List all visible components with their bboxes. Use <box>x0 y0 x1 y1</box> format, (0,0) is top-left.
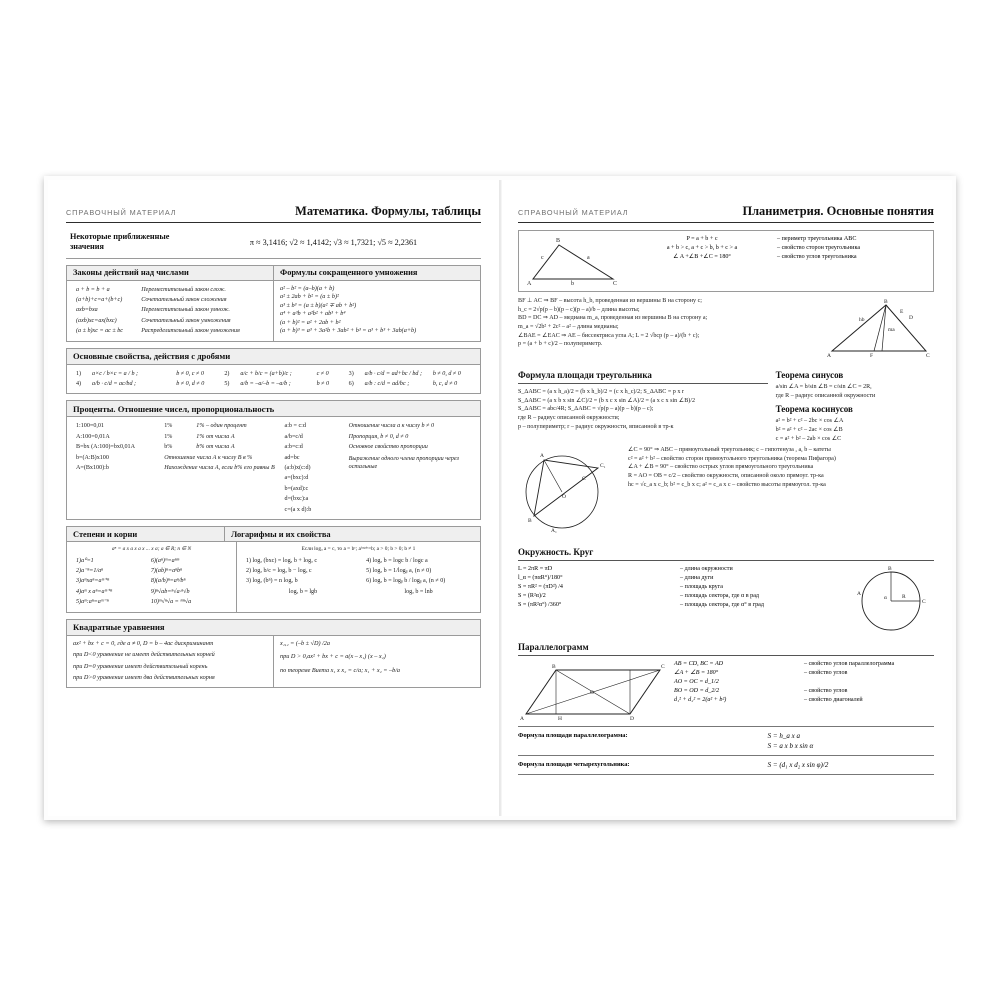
quadratic-line: при D=0 уравнение имеет действительный корень <box>73 662 208 670</box>
fractions-block <box>66 348 481 395</box>
quadratic-left <box>67 636 273 687</box>
fraction-formula: a/b · c/d = ac/bd ; <box>92 380 137 387</box>
left-header-label: СПРАВОЧНЫЙ МАТЕРИАЛ <box>66 208 177 217</box>
log-rule: logₐ b = lgb <box>288 588 318 595</box>
logs-body <box>236 542 480 612</box>
fraction-index: 5) <box>224 380 230 387</box>
proportion-note: Пропорция, b ≠ 0, d ≠ 0 <box>348 433 409 440</box>
svg-text:ma: ma <box>888 327 895 333</box>
svg-text:C: C <box>582 476 586 483</box>
law-of-sines-line: где R – радиус описанной окружности <box>775 392 876 399</box>
circle-note: – длина дуги <box>680 575 714 582</box>
svg-text:a: a <box>587 255 590 261</box>
powers-definition: aⁿ = a x a x a x ... x a; a ∈ R; n ∈ N <box>111 546 192 552</box>
circle-heading: Окружность. Круг <box>518 547 594 558</box>
percent-note: 1% – один процент <box>196 423 247 430</box>
percents-block <box>66 400 481 520</box>
percent-note: b% от числа А <box>196 444 235 451</box>
law-formula: a + b = b + a <box>76 286 110 293</box>
power-rule: 4)aᵐ x aⁿ=aᵐ⁺ⁿ <box>76 588 113 595</box>
svg-text:C: C <box>922 599 926 606</box>
law-text: Переместительный закон слож. <box>141 286 226 293</box>
right-triangle-circle-figure <box>518 446 622 540</box>
triangle-area-line: S_ΔABC = (a x b x sin ∠C)/2 = (b x c x sin ∠A)/2 = (a x c x sin ∠B)/2 <box>518 397 696 404</box>
right-triangle-line: ∠A + ∠B = 90° – свойство острых углов прямоугольного треугольника <box>628 464 814 471</box>
height-line: BD = DC ⇒ AD – медиана m_a, проведенная из вершины B на сторону a; <box>518 315 708 322</box>
fraction-index: 4) <box>76 380 82 387</box>
svg-text:C₁: C₁ <box>600 463 606 470</box>
quadratic-factor-formula: при D > 0,ax² + bx + c = a(x – x₁) (x – x₂) <box>280 653 386 661</box>
parallelogram-note: – свойство углов <box>804 670 848 677</box>
angle-sum-note: – свойство углов треугольника <box>777 253 857 260</box>
fraction-condition: b ≠ 0, c ≠ 0 <box>176 370 204 377</box>
svg-text:c: c <box>541 255 544 261</box>
law-of-cosines-heading: Теорема косинусов <box>775 404 853 415</box>
proportion-formula: a/b=c/d <box>284 433 303 440</box>
svg-text:α: α <box>884 595 887 602</box>
heights-medians-text <box>518 297 820 349</box>
triangle-area-line: где R – радиус описанной окружности; <box>518 414 620 421</box>
proportion-formula: b=(axd):c <box>284 485 309 492</box>
log-rule: 4) logₐ b = logс b / logс a <box>366 557 428 564</box>
parallelogram-note: – свойство диагоналей <box>804 696 863 703</box>
parallelogram-formula: ∠A + ∠B = 180° <box>674 670 719 677</box>
quadratic-line: при D<0 уравнение не имеет действительных корней <box>73 651 215 659</box>
circle-formula: S = (R²α)/2 <box>518 592 546 599</box>
svg-text:A: A <box>527 281 532 287</box>
percent-note: 1% от числа А <box>196 433 235 440</box>
proportion-formula: a:b=c:d <box>284 444 303 451</box>
approx-values-block <box>66 230 481 259</box>
proportion-formula: (a:b)x(c:d) <box>284 464 311 471</box>
proportion-formula: a:b = c:d <box>284 423 306 430</box>
law-of-sines-line: a/sin ∠A = b/sin ∠B = c/sin ∠C = 2R, <box>775 384 872 390</box>
circle-formula: S = (πR²α°) /360° <box>518 601 562 608</box>
side-inequality-note: – свойство сторон треугольника <box>777 244 861 251</box>
parallelogram-figure <box>518 660 668 722</box>
laws-caption: Законы действий над числами <box>67 266 273 281</box>
svg-text:B: B <box>884 299 888 305</box>
proportion-formula: a=(bxc):d <box>284 475 309 482</box>
fraction-index: 1) <box>76 370 82 377</box>
power-rule: 10)ᵐ√ⁿ√a = ᵐⁿ√a <box>150 599 192 606</box>
triangle-area-heading: Формула площади треугольника <box>518 370 652 380</box>
fraction-condition: b ≠ 0, d ≠ 0 <box>432 370 461 377</box>
perimeter-note: – периметр треугольника ABC <box>777 236 857 242</box>
fraction-condition: b ≠ 0 <box>316 380 330 387</box>
angle-sum-formula: ∠ A +∠B +∠C = 180° <box>673 253 731 260</box>
triangle-area-line: p – полупериметр; r – радиус окружности, вписанной в тр-к <box>518 423 674 430</box>
svg-text:H: H <box>558 716 562 723</box>
book-spread <box>48 180 952 816</box>
laws-and-abbrev-block <box>66 265 481 342</box>
svg-text:hb: hb <box>859 317 865 323</box>
right-triangle-line: c² = a² + b² – свойство сторон прямоугольного треугольника (теорема Пифагора) <box>628 455 836 462</box>
law-text: Переместительный закон умнож. <box>141 307 230 314</box>
circle-sector-figure <box>848 565 934 635</box>
power-rule: 5)aᵐ:aⁿ=aᵐ⁻ⁿ <box>76 599 109 606</box>
parallelogram-area-formula-2: S = a x b x sin α <box>767 742 814 751</box>
svg-text:E: E <box>900 309 904 315</box>
parallelogram-formula: BO = OD = d_2/2 <box>674 687 720 694</box>
height-line: h_c = 2√p(p – b)(p – c)(p – a)/b – длина высоты; <box>518 306 640 313</box>
percent-mid: 1% <box>164 433 173 440</box>
fraction-index: 2) <box>224 370 230 377</box>
abbrev-line: a² – b² = (a–b)(a + b) <box>280 284 335 292</box>
law-of-cosines-line: c = a² + b² – 2ab × cos ∠C <box>775 435 842 442</box>
circle-formula: l_α = (παR°)/180° <box>518 575 563 582</box>
fraction-formula: a/b = –a/–b = –a/b ; <box>240 380 291 387</box>
fraction-formula: a/b · c/d = ad+bc / bd ; <box>364 370 422 377</box>
parallelogram-note <box>804 678 934 687</box>
right-page <box>500 180 952 816</box>
law-text: Сочетательный закон сложения <box>141 296 227 303</box>
percents-caption: Проценты. Отношение чисел, пропорциональность <box>67 401 480 417</box>
proportion-note: Отношение числа а к числу b ≠ 0 <box>348 423 434 430</box>
percent-formula: B=bx (A:100)=bx0,01A <box>76 444 136 451</box>
side-inequality-formula: a + b > c, a + c > b, b + c > a <box>666 244 738 251</box>
power-rule: 7)(ab)ⁿ=aⁿbⁿ <box>150 567 183 574</box>
logs-definition: Если logₐ a = c, то a = bᶜ; aˡᵒᵍᵃᵇ=b; a > 0; b > 0; b ≠ 1 <box>301 546 416 552</box>
law-formula: (a+b)+c=a+(b+c) <box>76 296 123 303</box>
law-text: Сочетательный закон умножения <box>141 317 231 324</box>
right-triangle-line: hc = √c_a x c_b; b² = c_b x c; a² = c_a x c – свойство высоты прямоугол. тр-ка <box>628 481 826 488</box>
right-page-header <box>518 204 934 223</box>
fraction-condition: b ≠ 0, d ≠ 0 <box>176 380 205 387</box>
approx-values-text: π ≈ 3,1416; √2 ≈ 1,4142; √3 ≈ 1,7321; √5 ≈ 2,2361 <box>249 237 418 247</box>
percent-mid: 1% <box>164 423 173 430</box>
right-header-label: СПРАВОЧНЫЙ МАТЕРИАЛ <box>518 208 629 217</box>
abbrev-line: (a + b)³ = a³ + 3a²b + 3ab² + b³ = a³ + b³ + 3ab(a+b) <box>280 327 417 335</box>
svg-text:A: A <box>520 716 524 723</box>
law-formula: (a ± b)xc = ac ± bc <box>76 328 124 335</box>
powers-and-logs-block <box>66 526 481 613</box>
quadratic-root-formula: x₁,₂ = (–b ± √D) /2a <box>280 639 330 647</box>
abbrev-line: (a + b)² = a² + 2ab + b² <box>280 318 341 326</box>
abbrev-body <box>273 281 480 341</box>
triangle-height-median-figure <box>826 297 934 359</box>
svg-text:R: R <box>902 594 906 601</box>
height-line: ∠BAE = ∠EAC ⇒ AE – биссектриса угла A; L = 2 √bcp (p – a)/(b + c); <box>518 332 700 339</box>
proportion-note: Выражение одного члена пропорции через остальные <box>348 455 459 470</box>
fraction-condition: b, c, d ≠ 0 <box>432 380 458 387</box>
abbrev-line: a⁴ + a³b + a²b² + ab³ + b⁴ <box>280 310 346 318</box>
parallelogram-formula: d₁² + d₂² = 2(a² + b²) <box>674 696 727 703</box>
quadratic-right <box>273 636 480 687</box>
quadratic-block <box>66 619 481 688</box>
parallelogram-formula: AB = CD, BC = AD <box>674 661 724 668</box>
quadrilateral-area-formula: S = (d₁ x d₂ x sin φ)/2 <box>767 761 829 770</box>
law-of-cosines-line: b² = a² + c² – 2ac × cos ∠B <box>775 426 843 433</box>
parallelogram-formula: AO = OC = d_1/2 <box>674 678 719 685</box>
circle-note: – площадь сектора, где α° в град <box>680 601 764 608</box>
circle-formula: L = 2πR = πD <box>518 566 553 573</box>
svg-text:O: O <box>590 690 594 697</box>
law-formula: axb=bxa <box>76 307 98 314</box>
right-triangle-line: R = AO = OB = c/2 – свойство окружности, описанной около прямоуг. тр-ка <box>628 473 824 480</box>
height-line: m_a = √2b² + 2c² – a² – длина медианы; <box>518 323 619 330</box>
triangle-figure <box>525 235 621 287</box>
fractions-caption: Основные свойства, действия с дробями <box>67 349 480 365</box>
triangle-area-line: S_ΔABC = (a x h_a)/2 = (b x h_b)/2 = (c x h_c)/2; S_ΔABC = p x r <box>518 389 684 395</box>
law-text: Распределительный закон умножения <box>141 328 240 335</box>
proportion-formula: d=(bxc):a <box>284 496 309 503</box>
fraction-formula: a/b : c/d = ad/bc ; <box>364 380 410 387</box>
svg-text:A: A <box>857 591 861 598</box>
law-of-sines-heading: Теорема синусов <box>775 370 844 380</box>
svg-text:A: A <box>827 353 831 359</box>
log-rule: 1) logₐ (bxc) = logₐ b + logₐ c <box>245 557 318 564</box>
right-triangle-line: ∠C = 90° ⇒ ABC – прямоугольный треугольник; c – гипотенуза , a, b – катеты <box>628 447 831 454</box>
percent-formula: b=(A:B)x100 <box>76 454 109 461</box>
svg-text:C: C <box>613 281 618 287</box>
parallelogram-note: – свойство углов <box>804 687 848 694</box>
quadratic-caption: Квадратные уравнения <box>67 620 480 636</box>
left-page-header <box>66 204 481 223</box>
power-rule: 6)(aⁿ)ᵐ=aⁿᵐ <box>150 557 180 564</box>
svg-text:B: B <box>528 518 532 525</box>
percent-formula: A=(Bx100):b <box>76 464 109 471</box>
proportion-formula: c=(a x d):b <box>284 506 312 513</box>
svg-text:A₁: A₁ <box>551 528 557 535</box>
law-formula: (axb)xc=ax(bxc) <box>76 317 117 324</box>
svg-text:D: D <box>909 315 913 321</box>
quadrilateral-area-label: Формула площади четырехугольника: <box>518 761 630 769</box>
powers-caption: Степени и корни <box>67 527 224 542</box>
proportion-formula: ad=bc <box>284 454 300 461</box>
parallelogram-area-formula-1: S = h_a x a <box>767 732 800 741</box>
perimeter-formula: P = a + b + c <box>686 236 718 242</box>
fraction-condition: c ≠ 0 <box>316 370 329 377</box>
svg-text:F: F <box>870 353 874 359</box>
fraction-index: 3) <box>348 370 354 377</box>
log-rule: 6) logₐ b = logᵦ b / logᵦ a, (n ≠ 0) <box>366 578 446 585</box>
parallelogram-heading: Параллелограмм <box>518 642 589 653</box>
log-rule: 5) logₐ b = 1/logᵦ a, (n ≠ 0) <box>366 567 432 574</box>
svg-text:O: O <box>562 494 566 501</box>
power-rule: 1)a⁰=1 <box>76 557 94 564</box>
abbrev-caption: Формулы сокращенного умножения <box>273 266 480 281</box>
svg-text:D: D <box>630 716 634 723</box>
height-line: p = (a + b + c)/2 – полупериметр. <box>518 341 603 348</box>
power-rule: 8)(a/b)ⁿ=aⁿ/bⁿ <box>150 578 186 585</box>
left-page <box>48 180 500 816</box>
svg-text:B: B <box>888 566 892 573</box>
power-rule: 3)aᵐxaⁿ=aᵐ⁺ⁿ <box>76 578 110 585</box>
quadratic-line: при D>0 уравнение имеет два действительных корня <box>73 674 215 682</box>
laws-body <box>67 281 273 341</box>
logs-caption: Логарифмы и их свойства <box>224 527 480 542</box>
power-rule: 2)a⁻ⁿ=1/aⁿ <box>76 567 104 574</box>
percent-formula: A:100=0,01A <box>76 433 110 440</box>
power-rule: 9)ⁿ√ab=ⁿ√a·ⁿ√b <box>150 588 190 595</box>
percent-formula: 1:100=0,01 <box>76 423 104 430</box>
svg-text:b: b <box>571 281 574 287</box>
log-rule: 2) logₐ b/c = logₐ b − logₐ c <box>245 567 312 574</box>
percent-mid: Нахождение числа А, если b% его равны B <box>164 464 275 471</box>
abbrev-line: a³ ± b³ = (a ± b)(a² ∓ ab + b²) <box>280 301 357 309</box>
vieta-formula: по теореме Виета x₁ x x₂ = c/a; x₁ + x₂ = –b/a <box>280 666 401 674</box>
circle-note: – площадь круга <box>680 583 723 590</box>
svg-text:B: B <box>552 664 556 671</box>
fraction-formula: a/c + b/c = (a+b)/c ; <box>240 370 292 377</box>
circle-note: – площадь сектора, где α в рад <box>680 592 760 599</box>
svg-text:C: C <box>661 664 665 671</box>
svg-text:B: B <box>556 238 561 244</box>
abbrev-line: a² ± 2ab + b² = (a ± b)² <box>280 293 339 301</box>
percent-mid: b% <box>164 444 173 451</box>
fraction-index: 6) <box>348 380 354 387</box>
law-of-cosines-line: a² = b² + c² – 2bc × cos ∠A <box>775 418 844 425</box>
parallelogram-note: – свойство углов параллелограмма <box>804 661 895 668</box>
log-rule: logₐ b = lnb <box>404 588 433 595</box>
parallelogram-area-label: Формула площади параллелограмма: <box>518 732 628 740</box>
right-header-title: Планиметрия. Основные понятия <box>742 204 934 218</box>
percent-mid: Отношение числа А к числу B в % <box>164 454 253 461</box>
quadratic-line: ax² + bx + c = 0, где a ≠ 0, D = b – 4ac дискриминант <box>73 639 214 647</box>
circle-note: – длина окружности <box>680 566 733 573</box>
proportion-note: Основное свойство пропорции <box>348 444 428 451</box>
height-line: BF ⊥ AC ⇒ BF – высота h_b, проведенная из вершины B на сторону c; <box>518 298 702 304</box>
svg-text:C: C <box>926 353 930 359</box>
powers-body <box>67 542 236 612</box>
svg-text:A: A <box>540 453 544 460</box>
fraction-formula: a×c / b×c = a / b ; <box>92 370 139 377</box>
triangle-basics-panel <box>518 230 934 292</box>
left-header-title: Математика. Формулы, таблицы <box>295 204 481 218</box>
log-rule: 3) logₐ (bⁿ) = n logₐ b <box>245 578 298 585</box>
circle-formula: S = πR² = (πD²) /4 <box>518 583 563 590</box>
approx-values-label: Некоторые приближенные значения <box>70 232 170 252</box>
triangle-area-line: S_ΔABC = abc/4R; S_ΔABC = √p(p – a)(p – b)(p – c); <box>518 406 654 413</box>
